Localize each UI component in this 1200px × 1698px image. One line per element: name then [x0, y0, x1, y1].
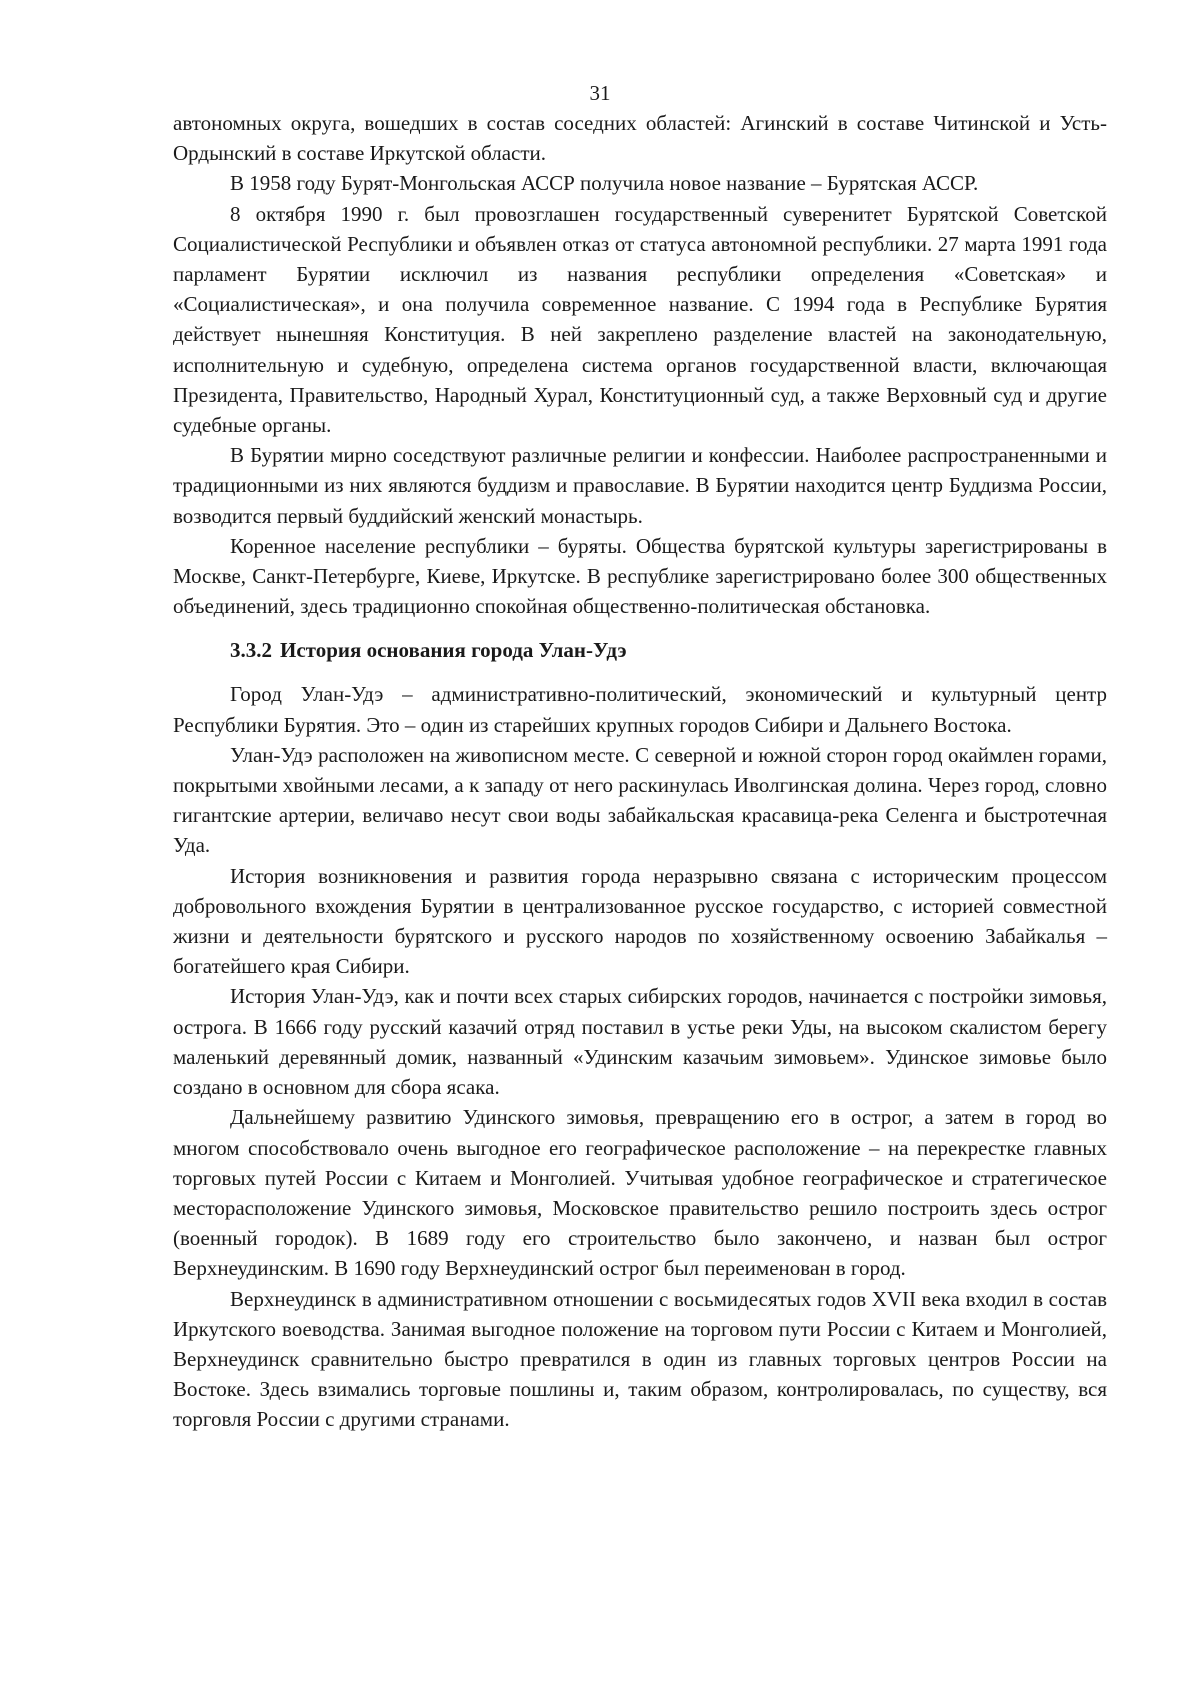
paragraph: Улан-Удэ расположен на живописном месте. С северной и южной сторон город окаймлен горами, покрытыми хвойными лесами, а к западу от него раскинулась Иволгинская долина. Через город, словно гигантские артерии, величаво несут свои воды забайкальская красавица-река Селенга и быстротечная Уда.: [173, 742, 1107, 858]
section-number: 3.3.2: [230, 638, 272, 663]
section-title: История основания города Улан-Удэ: [280, 638, 627, 663]
paragraph: В 1958 году Бурят-Монгольская АССР получила новое название – Бурятская АССР.: [230, 171, 979, 196]
page-body: [173, 108, 1107, 1435]
paragraph: История возникновения и развития города неразрывно связана с историческим процессом добровольного вхождения Бурятии в централизованное русское государство, с историей совместной жизни и деятельности бурятского и русского народов по хозяйственному освоению Забайкалья – богатейшего края Сибири.: [173, 863, 1107, 979]
paragraph: В Бурятии мирно соседствуют различные религии и конфессии. Наиболее распространенными и традиционными из них являются буддизм и православие. В Бурятии находится центр Буддизма России, возводится первый буддийский женский монастырь.: [173, 443, 1107, 528]
paragraph: Коренное население республики – буряты. Общества бурятской культуры зарегистрированы в Москве, Санкт-Петербурге, Киеве, Иркутске. В республике зарегистрировано более 300 общественных объединений, здесь традиционно спокойная общественно-политическая обстановка.: [173, 533, 1107, 619]
paragraph: Город Улан-Удэ – административно-политический, экономический и культурный центр Республики Бурятия. Это – один из старейших крупных городов Сибири и Дальнего Востока.: [173, 682, 1107, 737]
paragraph: автономных округа, вошедших в состав соседних областей: Агинский в составе Читинской и Усть-Ордынский в составе Иркутской области.: [173, 111, 1107, 166]
paragraph: Верхнеудинск в административном отношении с восьмидесятых годов XVII века входил в состав Иркутского воеводства. Занимая выгодное положение на торговом пути России с Китаем и Монголией, Верхнеудинск сравнительно быстро превратился в один из главных торговых центров России на Востоке. Здесь взимались торговые пошлины и, таким образом, контролировалась, по существу, вся торговля России с другими странами.: [173, 1286, 1107, 1432]
page-number: 31: [589, 81, 611, 105]
paragraph: Дальнейшему развитию Удинского зимовья, превращению его в острог, а затем в город во многом способствовало очень выгодное его географическое расположение – на перекрестке главных торговых путей России с Китаем и Монголией. Учитывая удобное географическое и стратегическое месторасположение Удинского зимовья, Московское правительство решило построить здесь острог (военный городок). В 1689 году его строительство было закончено, и назван был острог Верхнеудинским. В 1690 году Верхнеудинский острог был переименован в город.: [173, 1105, 1107, 1281]
section-heading: [173, 635, 1107, 665]
paragraph: 8 октября 1990 г. был провозглашен государственный суверенитет Бурятской Советской Социалистической Республики и объявлен отказ от статуса автономной республики. 27 марта 1991 года парламент Бурятии исключил из названия республики определения «Советская» и «Социалистическая», и она получила современное название. С 1994 года в Республике Бурятия действует нынешняя Конституция. В ней закреплено разделение властей на законодательную, исполнительную и судебную, определена система органов государственной власти, включающая Президента, Правительство, Народный Хурал, Конституционный суд, а также Верховный суд и другие судебные органы.: [173, 201, 1107, 438]
paragraph: История Улан-Удэ, как и почти всех старых сибирских городов, начинается с постройки зимовья, острога. В 1666 году русский казачий отряд поставил в устье реки Уды, на высоком скалистом берегу маленький деревянный домик, названный «Удинским казачьим зимовьем». Удинское зимовье было создано в основном для сбора ясака.: [173, 984, 1107, 1100]
